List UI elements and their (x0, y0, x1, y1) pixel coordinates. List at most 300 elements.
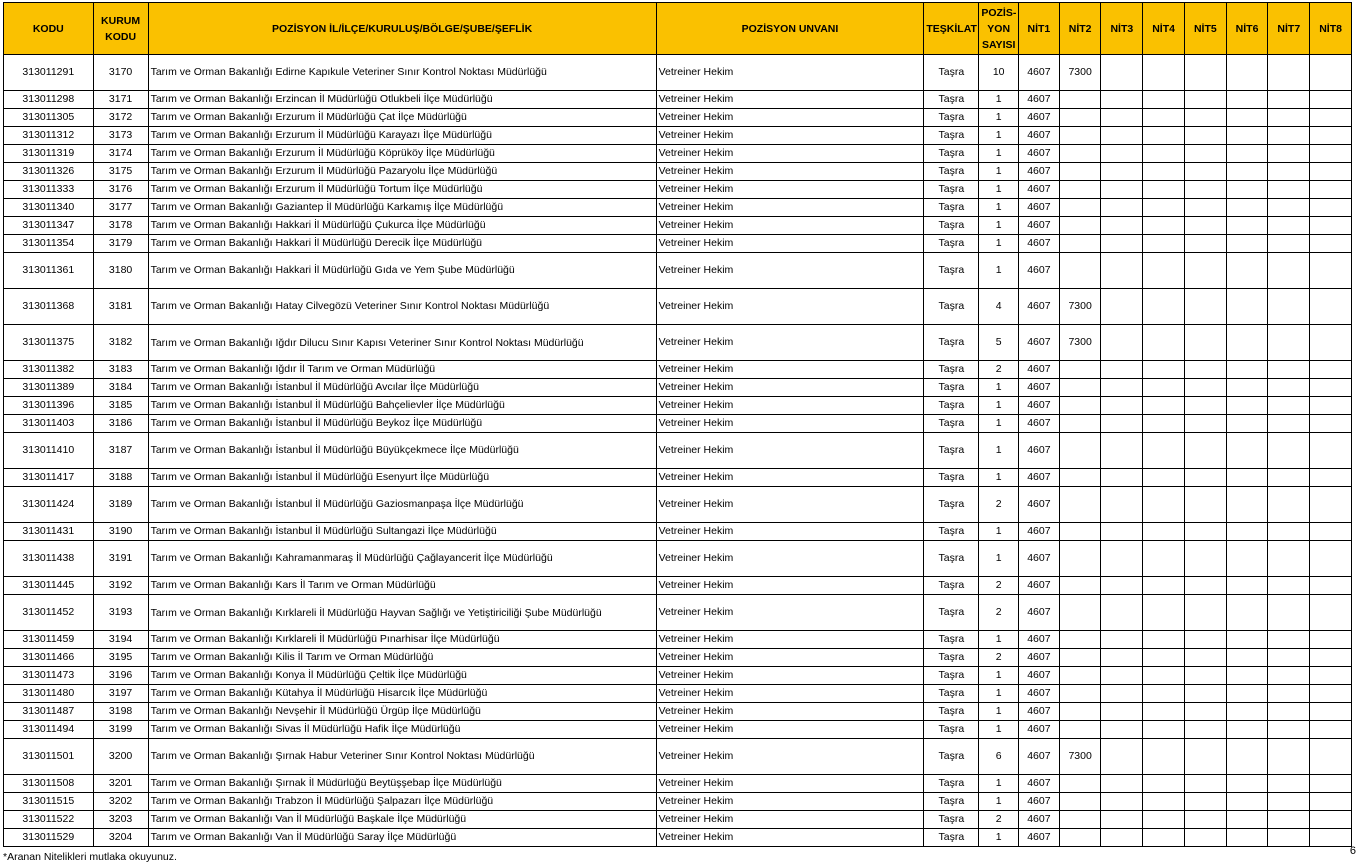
cell-nit8 (1310, 595, 1352, 631)
cell-nit4 (1143, 703, 1185, 721)
cell-nit4 (1143, 91, 1185, 109)
cell-unvan: Vetreiner Hekim (656, 577, 924, 595)
cell-nit3 (1101, 487, 1143, 523)
cell-nit4 (1143, 253, 1185, 289)
cell-nit7 (1268, 127, 1310, 145)
cell-pozisyon-sayisi: 1 (979, 433, 1019, 469)
cell-nit4 (1143, 577, 1185, 595)
table-row (4, 55, 1352, 91)
cell-pozisyon: Tarım ve Orman Bakanlığı Iğdır Dilucu Sınır Kapısı Veteriner Sınır Kontrol Noktası Müdürlüğü (148, 325, 656, 361)
cell-nit7 (1268, 181, 1310, 199)
cell-kurum-kodu: 3172 (93, 109, 148, 127)
table-row (4, 487, 1352, 523)
cell-nit2 (1059, 199, 1101, 217)
cell-nit2 (1059, 145, 1101, 163)
cell-nit6 (1226, 811, 1268, 829)
cell-unvan: Vetreiner Hekim (656, 163, 924, 181)
table-row (4, 433, 1352, 469)
table-row (4, 163, 1352, 181)
cell-nit2 (1059, 631, 1101, 649)
cell-pozisyon: Tarım ve Orman Bakanlığı Erzurum İl Müdürlüğü Pazaryolu İlçe Müdürlüğü (148, 163, 656, 181)
column-header: NİT3 (1101, 3, 1143, 55)
cell-kodu: 313011480 (4, 685, 94, 703)
cell-teskilat: Taşra (924, 469, 979, 487)
cell-nit4 (1143, 433, 1185, 469)
cell-nit7 (1268, 325, 1310, 361)
cell-nit5 (1184, 199, 1226, 217)
cell-nit8 (1310, 415, 1352, 433)
cell-pozisyon-sayisi: 2 (979, 595, 1019, 631)
cell-kurum-kodu: 3188 (93, 469, 148, 487)
cell-nit2 (1059, 577, 1101, 595)
cell-nit8 (1310, 289, 1352, 325)
cell-teskilat: Taşra (924, 325, 979, 361)
cell-nit3 (1101, 109, 1143, 127)
cell-nit2 (1059, 415, 1101, 433)
cell-teskilat: Taşra (924, 199, 979, 217)
cell-nit8 (1310, 487, 1352, 523)
cell-nit1: 4607 (1019, 577, 1060, 595)
cell-teskilat: Taşra (924, 163, 979, 181)
cell-kodu: 313011417 (4, 469, 94, 487)
cell-nit6 (1226, 415, 1268, 433)
cell-unvan: Vetreiner Hekim (656, 721, 924, 739)
cell-nit3 (1101, 415, 1143, 433)
cell-pozisyon-sayisi: 2 (979, 487, 1019, 523)
cell-nit6 (1226, 91, 1268, 109)
cell-nit4 (1143, 181, 1185, 199)
cell-nit1: 4607 (1019, 109, 1060, 127)
cell-nit4 (1143, 199, 1185, 217)
cell-nit7 (1268, 631, 1310, 649)
column-header: NİT4 (1143, 3, 1185, 55)
cell-kurum-kodu: 3182 (93, 325, 148, 361)
cell-nit5 (1184, 649, 1226, 667)
cell-nit8 (1310, 523, 1352, 541)
cell-kurum-kodu: 3179 (93, 235, 148, 253)
cell-kurum-kodu: 3197 (93, 685, 148, 703)
cell-teskilat: Taşra (924, 55, 979, 91)
cell-nit1: 4607 (1019, 235, 1060, 253)
cell-kodu: 313011424 (4, 487, 94, 523)
cell-nit6 (1226, 217, 1268, 235)
cell-nit1: 4607 (1019, 91, 1060, 109)
cell-teskilat: Taşra (924, 379, 979, 397)
cell-kurum-kodu: 3201 (93, 775, 148, 793)
cell-nit4 (1143, 595, 1185, 631)
cell-pozisyon-sayisi: 1 (979, 163, 1019, 181)
cell-unvan: Vetreiner Hekim (656, 325, 924, 361)
cell-nit3 (1101, 829, 1143, 847)
cell-nit7 (1268, 667, 1310, 685)
cell-nit4 (1143, 631, 1185, 649)
cell-unvan: Vetreiner Hekim (656, 469, 924, 487)
cell-kodu: 313011291 (4, 55, 94, 91)
cell-nit7 (1268, 379, 1310, 397)
table-row (4, 469, 1352, 487)
cell-kurum-kodu: 3191 (93, 541, 148, 577)
cell-nit2: 7300 (1059, 289, 1101, 325)
cell-unvan: Vetreiner Hekim (656, 397, 924, 415)
cell-pozisyon: Tarım ve Orman Bakanlığı İstanbul İl Müdürlüğü Gaziosmanpaşa İlçe Müdürlüğü (148, 487, 656, 523)
cell-nit4 (1143, 685, 1185, 703)
cell-kurum-kodu: 3195 (93, 649, 148, 667)
cell-nit1: 4607 (1019, 433, 1060, 469)
column-header: KURUM KODU (93, 3, 148, 55)
cell-nit2 (1059, 163, 1101, 181)
cell-unvan: Vetreiner Hekim (656, 145, 924, 163)
cell-nit5 (1184, 325, 1226, 361)
cell-nit2 (1059, 181, 1101, 199)
cell-nit1: 4607 (1019, 649, 1060, 667)
cell-kodu: 313011396 (4, 397, 94, 415)
cell-unvan: Vetreiner Hekim (656, 793, 924, 811)
cell-teskilat: Taşra (924, 181, 979, 199)
cell-unvan: Vetreiner Hekim (656, 775, 924, 793)
table-row (4, 127, 1352, 145)
cell-nit7 (1268, 577, 1310, 595)
cell-nit4 (1143, 55, 1185, 91)
cell-nit6 (1226, 703, 1268, 721)
cell-nit7 (1268, 793, 1310, 811)
cell-nit5 (1184, 577, 1226, 595)
cell-nit3 (1101, 541, 1143, 577)
cell-teskilat: Taşra (924, 145, 979, 163)
cell-pozisyon: Tarım ve Orman Bakanlığı Erzurum İl Müdürlüğü Çat İlçe Müdürlüğü (148, 109, 656, 127)
cell-kurum-kodu: 3193 (93, 595, 148, 631)
cell-nit5 (1184, 91, 1226, 109)
cell-nit1: 4607 (1019, 739, 1060, 775)
cell-pozisyon-sayisi: 1 (979, 793, 1019, 811)
cell-pozisyon-sayisi: 1 (979, 235, 1019, 253)
cell-teskilat: Taşra (924, 253, 979, 289)
cell-pozisyon: Tarım ve Orman Bakanlığı Nevşehir İl Müdürlüğü Ürgüp İlçe Müdürlüğü (148, 703, 656, 721)
cell-pozisyon: Tarım ve Orman Bakanlığı İstanbul İl Müdürlüğü Bahçelievler İlçe Müdürlüğü (148, 397, 656, 415)
cell-pozisyon: Tarım ve Orman Bakanlığı Konya İl Müdürlüğü Çeltik İlçe Müdürlüğü (148, 667, 656, 685)
cell-nit7 (1268, 433, 1310, 469)
cell-nit5 (1184, 739, 1226, 775)
cell-pozisyon-sayisi: 1 (979, 775, 1019, 793)
cell-kodu: 313011333 (4, 181, 94, 199)
cell-nit7 (1268, 217, 1310, 235)
cell-pozisyon-sayisi: 1 (979, 109, 1019, 127)
cell-pozisyon-sayisi: 2 (979, 649, 1019, 667)
cell-nit6 (1226, 397, 1268, 415)
cell-nit6 (1226, 109, 1268, 127)
cell-nit4 (1143, 775, 1185, 793)
cell-nit2: 7300 (1059, 325, 1101, 361)
cell-teskilat: Taşra (924, 721, 979, 739)
cell-nit5 (1184, 289, 1226, 325)
cell-kurum-kodu: 3184 (93, 379, 148, 397)
cell-pozisyon: Tarım ve Orman Bakanlığı İstanbul İl Müdürlüğü Avcılar İlçe Müdürlüğü (148, 379, 656, 397)
cell-kodu: 313011487 (4, 703, 94, 721)
cell-nit3 (1101, 163, 1143, 181)
cell-nit8 (1310, 649, 1352, 667)
cell-nit3 (1101, 595, 1143, 631)
cell-nit2 (1059, 433, 1101, 469)
cell-nit5 (1184, 775, 1226, 793)
cell-nit2 (1059, 487, 1101, 523)
cell-nit1: 4607 (1019, 667, 1060, 685)
cell-nit8 (1310, 739, 1352, 775)
cell-nit6 (1226, 199, 1268, 217)
cell-nit4 (1143, 379, 1185, 397)
cell-kodu: 313011305 (4, 109, 94, 127)
cell-kurum-kodu: 3190 (93, 523, 148, 541)
cell-unvan: Vetreiner Hekim (656, 685, 924, 703)
cell-unvan: Vetreiner Hekim (656, 829, 924, 847)
table-row (4, 379, 1352, 397)
cell-nit1: 4607 (1019, 181, 1060, 199)
cell-unvan: Vetreiner Hekim (656, 235, 924, 253)
cell-kodu: 313011508 (4, 775, 94, 793)
cell-unvan: Vetreiner Hekim (656, 523, 924, 541)
cell-nit3 (1101, 721, 1143, 739)
cell-kurum-kodu: 3196 (93, 667, 148, 685)
cell-kurum-kodu: 3174 (93, 145, 148, 163)
footnote: *Aranan Nitelikleri mutlaka okuyunuz. (3, 851, 177, 863)
cell-nit4 (1143, 235, 1185, 253)
cell-nit3 (1101, 523, 1143, 541)
cell-teskilat: Taşra (924, 91, 979, 109)
cell-pozisyon: Tarım ve Orman Bakanlığı Kırklareli İl Müdürlüğü Pınarhisar İlçe Müdürlüğü (148, 631, 656, 649)
cell-nit7 (1268, 469, 1310, 487)
table-row (4, 721, 1352, 739)
cell-pozisyon: Tarım ve Orman Bakanlığı Erzurum İl Müdürlüğü Köprüköy İlçe Müdürlüğü (148, 145, 656, 163)
cell-nit3 (1101, 181, 1143, 199)
cell-nit3 (1101, 289, 1143, 325)
cell-nit3 (1101, 253, 1143, 289)
cell-pozisyon: Tarım ve Orman Bakanlığı Şırnak Habur Veteriner Sınır Kontrol Noktası Müdürlüğü (148, 739, 656, 775)
cell-nit7 (1268, 703, 1310, 721)
table-row (4, 415, 1352, 433)
cell-nit6 (1226, 163, 1268, 181)
table-row (4, 325, 1352, 361)
cell-nit1: 4607 (1019, 199, 1060, 217)
cell-unvan: Vetreiner Hekim (656, 127, 924, 145)
cell-nit6 (1226, 487, 1268, 523)
cell-nit4 (1143, 415, 1185, 433)
cell-pozisyon: Tarım ve Orman Bakanlığı Hakkari İl Müdürlüğü Derecik İlçe Müdürlüğü (148, 235, 656, 253)
cell-teskilat: Taşra (924, 235, 979, 253)
cell-nit1: 4607 (1019, 415, 1060, 433)
cell-nit3 (1101, 433, 1143, 469)
cell-teskilat: Taşra (924, 649, 979, 667)
cell-pozisyon: Tarım ve Orman Bakanlığı Erzurum İl Müdürlüğü Tortum İlçe Müdürlüğü (148, 181, 656, 199)
cell-nit8 (1310, 379, 1352, 397)
cell-kurum-kodu: 3180 (93, 253, 148, 289)
cell-nit3 (1101, 649, 1143, 667)
cell-nit1: 4607 (1019, 775, 1060, 793)
cell-nit2 (1059, 793, 1101, 811)
cell-pozisyon-sayisi: 10 (979, 55, 1019, 91)
cell-nit4 (1143, 829, 1185, 847)
column-header: NİT8 (1310, 3, 1352, 55)
cell-kurum-kodu: 3187 (93, 433, 148, 469)
cell-unvan: Vetreiner Hekim (656, 55, 924, 91)
cell-nit1: 4607 (1019, 487, 1060, 523)
cell-teskilat: Taşra (924, 667, 979, 685)
cell-nit5 (1184, 469, 1226, 487)
cell-nit8 (1310, 181, 1352, 199)
cell-kurum-kodu: 3185 (93, 397, 148, 415)
cell-teskilat: Taşra (924, 415, 979, 433)
cell-kurum-kodu: 3199 (93, 721, 148, 739)
table-row (4, 145, 1352, 163)
cell-nit4 (1143, 793, 1185, 811)
cell-nit1: 4607 (1019, 361, 1060, 379)
table-row (4, 289, 1352, 325)
cell-teskilat: Taşra (924, 397, 979, 415)
cell-nit6 (1226, 253, 1268, 289)
cell-nit4 (1143, 289, 1185, 325)
cell-nit4 (1143, 721, 1185, 739)
cell-pozisyon: Tarım ve Orman Bakanlığı Kırklareli İl Müdürlüğü Hayvan Sağlığı ve Yetiştiriciliği Şube Müdürlüğü (148, 595, 656, 631)
table-row (4, 667, 1352, 685)
cell-nit1: 4607 (1019, 127, 1060, 145)
cell-nit5 (1184, 127, 1226, 145)
cell-kodu: 313011326 (4, 163, 94, 181)
cell-nit7 (1268, 487, 1310, 523)
cell-pozisyon: Tarım ve Orman Bakanlığı Erzurum İl Müdürlüğü Karayazı İlçe Müdürlüğü (148, 127, 656, 145)
cell-nit1: 4607 (1019, 289, 1060, 325)
column-header: NİT6 (1226, 3, 1268, 55)
cell-nit1: 4607 (1019, 721, 1060, 739)
cell-nit8 (1310, 721, 1352, 739)
cell-nit6 (1226, 577, 1268, 595)
cell-nit8 (1310, 253, 1352, 289)
table-row (4, 397, 1352, 415)
cell-pozisyon-sayisi: 1 (979, 415, 1019, 433)
cell-pozisyon-sayisi: 2 (979, 361, 1019, 379)
cell-pozisyon-sayisi: 1 (979, 217, 1019, 235)
cell-pozisyon: Tarım ve Orman Bakanlığı Erzincan İl Müdürlüğü Otlukbeli İlçe Müdürlüğü (148, 91, 656, 109)
table-row (4, 595, 1352, 631)
cell-teskilat: Taşra (924, 289, 979, 325)
cell-pozisyon: Tarım ve Orman Bakanlığı Kars İl Tarım ve Orman Müdürlüğü (148, 577, 656, 595)
cell-pozisyon-sayisi: 1 (979, 397, 1019, 415)
cell-nit5 (1184, 595, 1226, 631)
cell-teskilat: Taşra (924, 703, 979, 721)
cell-nit4 (1143, 397, 1185, 415)
cell-nit2 (1059, 469, 1101, 487)
cell-pozisyon: Tarım ve Orman Bakanlığı Hatay Cilvegözü Veteriner Sınır Kontrol Noktası Müdürlüğü (148, 289, 656, 325)
table-row (4, 577, 1352, 595)
table-row (4, 91, 1352, 109)
cell-pozisyon-sayisi: 5 (979, 325, 1019, 361)
cell-nit5 (1184, 721, 1226, 739)
cell-nit8 (1310, 397, 1352, 415)
cell-nit4 (1143, 811, 1185, 829)
cell-nit6 (1226, 325, 1268, 361)
cell-kodu: 313011298 (4, 91, 94, 109)
cell-unvan: Vetreiner Hekim (656, 433, 924, 469)
cell-nit1: 4607 (1019, 541, 1060, 577)
table-row (4, 523, 1352, 541)
table-row (4, 829, 1352, 847)
cell-unvan: Vetreiner Hekim (656, 415, 924, 433)
cell-nit5 (1184, 181, 1226, 199)
column-header: NİT1 (1019, 3, 1060, 55)
cell-nit2: 7300 (1059, 55, 1101, 91)
cell-nit8 (1310, 685, 1352, 703)
cell-nit5 (1184, 235, 1226, 253)
column-header: POZİSYON UNVANI (656, 3, 924, 55)
table-row (4, 217, 1352, 235)
cell-nit1: 4607 (1019, 685, 1060, 703)
cell-nit5 (1184, 253, 1226, 289)
cell-kurum-kodu: 3177 (93, 199, 148, 217)
cell-nit1: 4607 (1019, 523, 1060, 541)
cell-unvan: Vetreiner Hekim (656, 109, 924, 127)
cell-nit4 (1143, 109, 1185, 127)
cell-pozisyon: Tarım ve Orman Bakanlığı Hakkari İl Müdürlüğü Çukurca İlçe Müdürlüğü (148, 217, 656, 235)
cell-pozisyon: Tarım ve Orman Bakanlığı Hakkari İl Müdürlüğü Gıda ve Yem Şube Müdürlüğü (148, 253, 656, 289)
cell-pozisyon: Tarım ve Orman Bakanlığı Kütahya İl Müdürlüğü Hisarcık İlçe Müdürlüğü (148, 685, 656, 703)
cell-nit2 (1059, 91, 1101, 109)
cell-nit3 (1101, 703, 1143, 721)
table-row (4, 109, 1352, 127)
cell-nit6 (1226, 289, 1268, 325)
cell-kurum-kodu: 3189 (93, 487, 148, 523)
cell-nit6 (1226, 739, 1268, 775)
cell-nit7 (1268, 361, 1310, 379)
cell-nit4 (1143, 127, 1185, 145)
cell-nit8 (1310, 811, 1352, 829)
cell-teskilat: Taşra (924, 793, 979, 811)
cell-nit8 (1310, 775, 1352, 793)
cell-unvan: Vetreiner Hekim (656, 253, 924, 289)
cell-nit8 (1310, 217, 1352, 235)
cell-nit2 (1059, 397, 1101, 415)
cell-nit7 (1268, 523, 1310, 541)
cell-pozisyon-sayisi: 1 (979, 721, 1019, 739)
cell-nit8 (1310, 667, 1352, 685)
cell-teskilat: Taşra (924, 595, 979, 631)
cell-nit6 (1226, 55, 1268, 91)
cell-pozisyon: Tarım ve Orman Bakanlığı İstanbul İl Müdürlüğü Büyükçekmece İlçe Müdürlüğü (148, 433, 656, 469)
cell-nit3 (1101, 469, 1143, 487)
cell-nit5 (1184, 811, 1226, 829)
cell-nit3 (1101, 325, 1143, 361)
table-row (4, 649, 1352, 667)
cell-kodu: 313011529 (4, 829, 94, 847)
cell-nit6 (1226, 775, 1268, 793)
cell-nit2 (1059, 127, 1101, 145)
cell-nit4 (1143, 361, 1185, 379)
cell-unvan: Vetreiner Hekim (656, 631, 924, 649)
cell-nit3 (1101, 577, 1143, 595)
table-row (4, 793, 1352, 811)
cell-nit6 (1226, 469, 1268, 487)
cell-nit6 (1226, 685, 1268, 703)
cell-kodu: 313011375 (4, 325, 94, 361)
cell-nit6 (1226, 127, 1268, 145)
cell-nit8 (1310, 55, 1352, 91)
cell-nit6 (1226, 541, 1268, 577)
cell-nit2 (1059, 217, 1101, 235)
cell-nit3 (1101, 667, 1143, 685)
table-row (4, 253, 1352, 289)
cell-unvan: Vetreiner Hekim (656, 487, 924, 523)
table-row (4, 739, 1352, 775)
cell-kodu: 313011361 (4, 253, 94, 289)
cell-nit7 (1268, 109, 1310, 127)
cell-teskilat: Taşra (924, 685, 979, 703)
cell-kodu: 313011312 (4, 127, 94, 145)
cell-nit3 (1101, 379, 1143, 397)
